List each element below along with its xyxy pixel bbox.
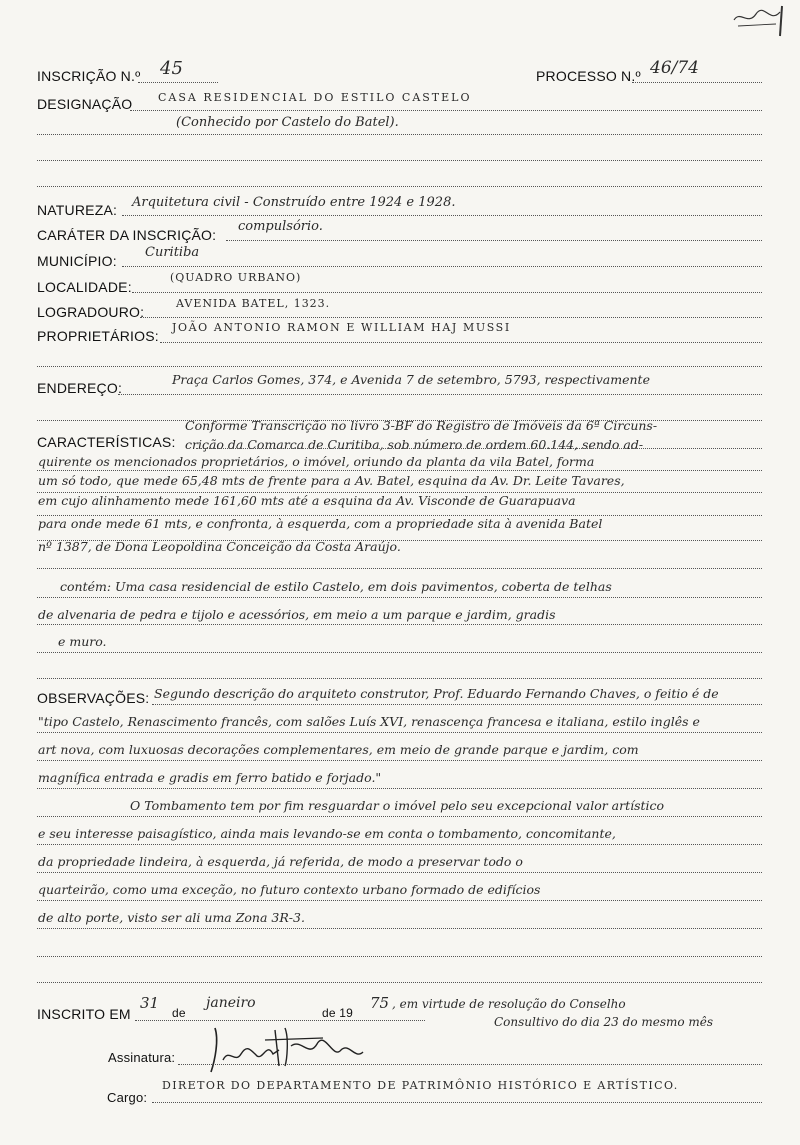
logradouro-value: AVENIDA BATEL, 1323. bbox=[176, 297, 331, 310]
observacoes-line: magnífica entrada e gradis em ferro batido e forjado." bbox=[38, 770, 382, 785]
observacoes-dots-4 bbox=[37, 788, 762, 789]
observacoes-line: de alto porte, visto ser ali uma Zona 3R-3. bbox=[38, 910, 305, 925]
cargo-label: Cargo: bbox=[107, 1090, 148, 1105]
observacoes-dots-8 bbox=[37, 900, 762, 901]
carater-dots bbox=[226, 240, 762, 241]
caracteristicas-line: para onde mede 61 mts, e confronta, à esquerda, com a propriedade sita à avenida Batel bbox=[38, 516, 603, 531]
proprietarios-label: PROPRIETÁRIOS: bbox=[37, 328, 159, 344]
processo-dots bbox=[632, 82, 762, 83]
localidade-label: LOCALIDADE: bbox=[37, 279, 132, 295]
caracteristicas-line: crição da Comarca de Curitiba, sob número de ordem 60.144, sendo ad- bbox=[185, 436, 644, 452]
caracteristicas-line: um só todo, que mede 65,48 mts de frente para a Av. Batel, esquina da Av. Dr. Leite Tavares, bbox=[38, 473, 625, 488]
caracteristicas-line: Conforme Transcrição no livro 3-BF do Registro de Imóveis da 6ª Circuns- bbox=[185, 418, 658, 433]
caracteristicas-dots-9 bbox=[37, 652, 762, 653]
endereco-dots bbox=[118, 394, 762, 395]
natureza-dots bbox=[122, 215, 762, 216]
caracteristicas-dots-2 bbox=[37, 470, 762, 471]
observacoes-dots-3 bbox=[37, 760, 762, 761]
caracteristicas-dots-10 bbox=[37, 678, 762, 679]
processo-number: 46/74 bbox=[650, 58, 699, 78]
inscricao-label: INSCRIÇÃO N.º bbox=[37, 68, 141, 84]
observacoes-line: quarteirão, como uma exceção, no futuro contexto urbano formado de edifícios bbox=[38, 882, 541, 897]
caracteristicas-text bbox=[38, 413, 772, 654]
localidade-dots bbox=[132, 292, 762, 293]
designacao-line1: CASA RESIDENCIAL DO ESTILO CASTELO bbox=[158, 91, 472, 104]
inscricao-number: 45 bbox=[160, 58, 183, 79]
localidade-value: (QUADRO URBANO) bbox=[170, 271, 302, 284]
proprietarios-value: JOÃO ANTONIO RAMON E WILLIAM HAJ MUSSI bbox=[172, 321, 511, 334]
corner-initial-mark bbox=[730, 2, 790, 42]
inscricao-dots bbox=[138, 82, 218, 83]
inscrito-note-2: Consultivo do dia 23 do mesmo mês bbox=[494, 1015, 714, 1029]
designacao-dots-1 bbox=[130, 110, 762, 111]
natureza-label: NATUREZA: bbox=[37, 202, 118, 218]
designacao-dots-2 bbox=[37, 134, 762, 135]
caracteristicas-line: e muro. bbox=[58, 634, 107, 649]
natureza-value: Arquitetura civil - Construído entre 1924 e 1928. bbox=[132, 195, 456, 210]
cargo-dots bbox=[152, 1102, 762, 1103]
observacoes-label: OBSERVAÇÕES: bbox=[37, 690, 150, 706]
caracteristicas-dots-8 bbox=[37, 624, 762, 625]
designacao-line2: (Conhecido por Castelo do Batel). bbox=[176, 115, 399, 130]
observacoes-dots-10 bbox=[37, 956, 762, 957]
endereco-label: ENDEREÇO: bbox=[37, 380, 123, 396]
caracteristicas-dots-3 bbox=[37, 492, 762, 493]
observacoes-dots-2 bbox=[37, 732, 762, 733]
observacoes-line: art nova, com luxuosas decorações complementares, em meio de grande parque e jardim, com bbox=[38, 742, 639, 757]
caracteristicas-line: de alvenaria de pedra e tijolo e acessórios, em meio a um parque e jardim, gradis bbox=[38, 607, 556, 622]
observacoes-line: da propriedade lindeira, à esquerda, já referida, de modo a preservar todo o bbox=[38, 854, 523, 869]
municipio-value: Curitiba bbox=[145, 245, 200, 260]
municipio-label: MUNICÍPIO: bbox=[37, 253, 117, 269]
inscrito-day: 31 bbox=[140, 994, 160, 1012]
observacoes-dots-6 bbox=[37, 844, 762, 845]
observacoes-dots-1 bbox=[152, 704, 762, 705]
signature-image bbox=[205, 1020, 375, 1076]
observacoes-line: O Tombamento tem por fim resguardar o imóvel pelo seu excepcional valor artístico bbox=[130, 798, 665, 813]
logradouro-dots bbox=[140, 317, 762, 318]
caracteristicas-label: CARACTERÍSTICAS: bbox=[37, 434, 176, 450]
carater-label: CARÁTER DA INSCRIÇÃO: bbox=[37, 227, 217, 243]
municipio-dots bbox=[122, 266, 762, 267]
caracteristicas-dots-7 bbox=[37, 597, 762, 598]
inscrito-label: INSCRITO EM bbox=[37, 1006, 131, 1022]
assinatura-label: Assinatura: bbox=[108, 1050, 176, 1065]
inscrito-month: janeiro bbox=[206, 995, 256, 1011]
caracteristicas-line: contém: Uma casa residencial de estilo Castelo, em dois pavimentos, coberta de telhas bbox=[60, 579, 612, 594]
designacao-dots-3 bbox=[37, 160, 762, 161]
observacoes-line: "tipo Castelo, Renascimento francês, com salões Luís XVI, renascença francesa e italiana, estilo inglês e bbox=[38, 714, 700, 729]
observacoes-dots-11 bbox=[37, 982, 762, 983]
endereco-value: Praça Carlos Gomes, 374, e Avenida 7 de setembro, 5793, respectivamente bbox=[172, 372, 650, 387]
observacoes-line: e seu interesse paisagístico, ainda mais levando-se em conta o tombamento, concomitante, bbox=[38, 826, 616, 841]
observacoes-text bbox=[38, 680, 772, 932]
inscrito-de-1: de bbox=[172, 1006, 186, 1020]
caracteristicas-dots-1 bbox=[196, 448, 762, 449]
observacoes-dots-9 bbox=[37, 928, 762, 929]
caracteristicas-line: nº 1387, de Dona Leopoldina Conceição da Costa Araújo. bbox=[38, 539, 401, 554]
inscrito-de-2: de 19 bbox=[322, 1006, 354, 1020]
proprietarios-dots bbox=[160, 342, 762, 343]
logradouro-label: LOGRADOURO: bbox=[37, 304, 145, 320]
observacoes-line: Segundo descrição do arquiteto construtor, Prof. Eduardo Fernando Chaves, o feitio é de bbox=[154, 686, 719, 701]
cargo-value: DIRETOR DO DEPARTAMENTO DE PATRIMÔNIO HISTÓRICO E ARTÍSTICO. bbox=[162, 1079, 679, 1092]
carater-value: compulsório. bbox=[238, 219, 323, 234]
proprietarios-dots-2 bbox=[37, 366, 762, 367]
inscrito-year: 75 bbox=[370, 994, 390, 1012]
processo-label: PROCESSO N.º bbox=[536, 68, 641, 84]
caracteristicas-line: quirente os mencionados proprietários, o imóvel, oriundo da planta da vila Batel, forma bbox=[38, 454, 595, 469]
caracteristicas-dots-6 bbox=[37, 568, 762, 569]
caracteristicas-line bbox=[60, 558, 772, 574]
caracteristicas-dots-4 bbox=[37, 515, 762, 516]
caracteristicas-line: em cujo alinhamento mede 161,60 mts até a esquina da Av. Visconde de Guarapuava bbox=[38, 493, 576, 508]
designacao-dots-4 bbox=[37, 186, 762, 187]
caracteristicas-dots-5 bbox=[37, 540, 762, 541]
observacoes-dots-5 bbox=[37, 816, 762, 817]
observacoes-dots-7 bbox=[37, 872, 762, 873]
inscrito-note-1: , em virtude de resolução do Conselho bbox=[392, 997, 626, 1011]
designacao-label: DESIGNAÇÃO bbox=[37, 96, 133, 112]
